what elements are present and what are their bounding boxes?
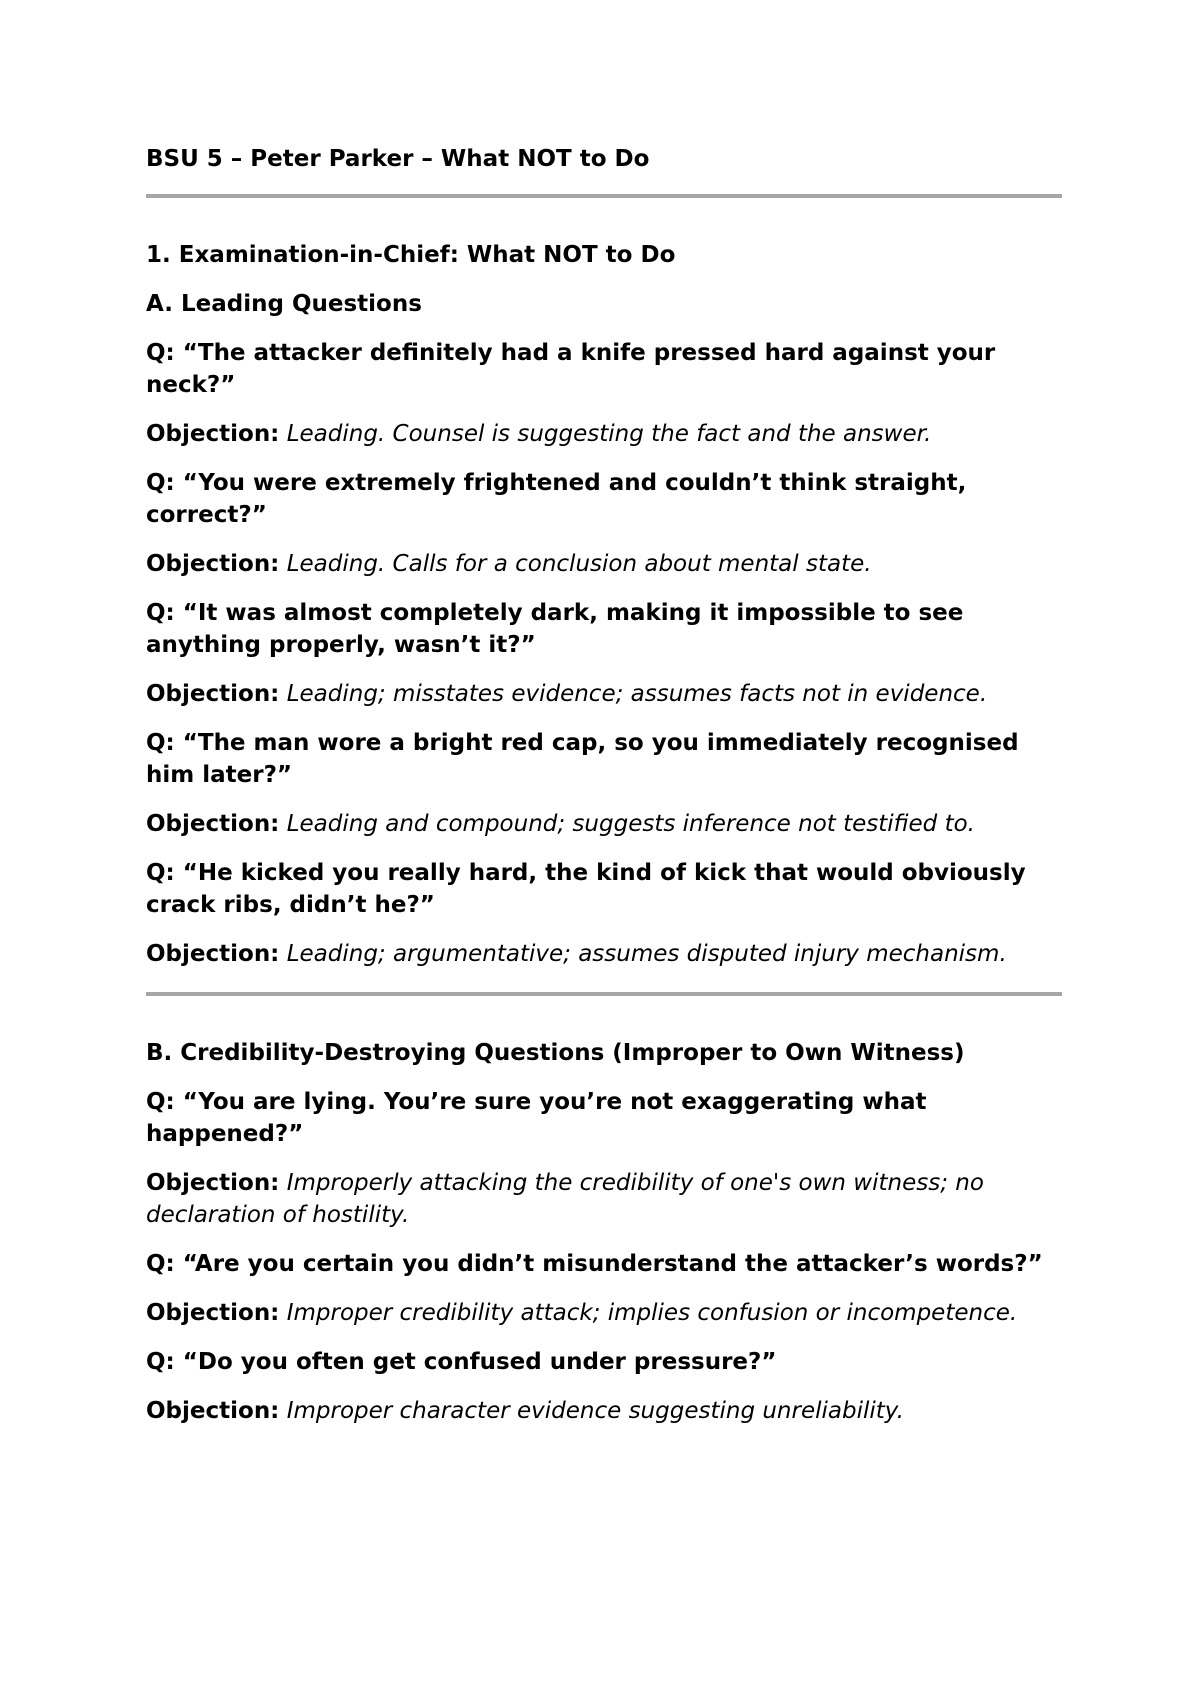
- section-heading: 1. Examination-in-Chief: What NOT to Do: [146, 242, 676, 268]
- question-6: Q: “You are lying. You’re sure you’re not exaggerating what happened?”: [146, 1089, 927, 1147]
- objection-label: Objection:: [146, 1170, 280, 1196]
- objection-6: [146, 1167, 1066, 1231]
- objection-5: [146, 938, 1066, 970]
- question-2: Q: “You were extremely frightened and couldn’t think straight, correct?”: [146, 470, 967, 528]
- objection-text: Improper credibility attack; implies confusion or incompetence.: [286, 1300, 1018, 1326]
- question-7: Q: “Are you certain you didn’t misunderstand the attacker’s words?”: [146, 1251, 1043, 1277]
- objection-label: Objection:: [146, 1398, 280, 1424]
- subsection-heading-leading-questions: A. Leading Questions: [146, 291, 422, 317]
- section-credibility-questions: [146, 1037, 1066, 1444]
- horizontal-rule: [146, 194, 1062, 198]
- objection-1: [146, 418, 1066, 450]
- document-page: [146, 0, 1066, 1696]
- objection-7: [146, 1297, 1066, 1329]
- objection-8: [146, 1395, 1066, 1427]
- objection-text: Leading. Counsel is suggesting the fact and the answer.: [286, 421, 932, 447]
- question-8: Q: “Do you often get confused under pressure?”: [146, 1349, 777, 1375]
- objection-text: Leading. Calls for a conclusion about mental state.: [286, 551, 872, 577]
- objection-label: Objection:: [146, 811, 280, 837]
- question-3: Q: “It was almost completely dark, making it impossible to see anything properly, wasn’t it?”: [146, 600, 964, 658]
- subsection-heading-credibility: B. Credibility-Destroying Questions (Improper to Own Witness): [146, 1040, 965, 1066]
- objection-label: Objection:: [146, 1300, 280, 1326]
- question-4: Q: “The man wore a bright red cap, so you immediately recognised him later?”: [146, 730, 1019, 788]
- section-examination-in-chief: [146, 239, 1066, 987]
- horizontal-rule: [146, 992, 1062, 996]
- objection-text: Improper character evidence suggesting unreliability.: [286, 1398, 904, 1424]
- objection-text: Improperly attacking the credibility of one's own witness; no declaration of hostility.: [146, 1170, 984, 1228]
- objection-text: Leading; argumentative; assumes disputed injury mechanism.: [286, 941, 1007, 967]
- objection-text: Leading and compound; suggests inference not testified to.: [286, 811, 975, 837]
- objection-label: Objection:: [146, 421, 280, 447]
- question-1: Q: “The attacker definitely had a knife pressed hard against your neck?”: [146, 340, 996, 398]
- objection-3: [146, 678, 1066, 710]
- objection-2: [146, 548, 1066, 580]
- objection-text: Leading; misstates evidence; assumes facts not in evidence.: [286, 681, 988, 707]
- objection-label: Objection:: [146, 941, 280, 967]
- objection-4: [146, 808, 1066, 840]
- question-5: Q: “He kicked you really hard, the kind of kick that would obviously crack ribs, didn’t he?”: [146, 860, 1026, 918]
- document-title: BSU 5 – Peter Parker – What NOT to Do: [146, 146, 650, 172]
- objection-label: Objection:: [146, 681, 280, 707]
- objection-label: Objection:: [146, 551, 280, 577]
